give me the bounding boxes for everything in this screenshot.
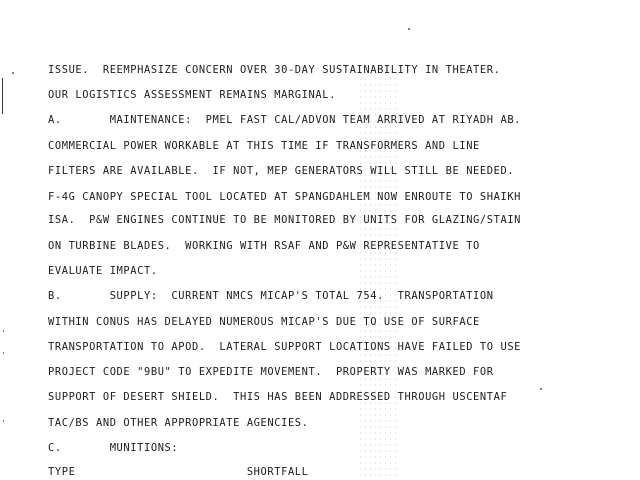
scan-speck [3, 420, 4, 422]
scan-speck [408, 28, 410, 30]
text-line-5: FILTERS ARE AVAILABLE. IF NOT, MEP GENERATORS WILL STILL BE NEEDED. [48, 165, 515, 177]
text-line-7: ISA. P&W ENGINES CONTINUE TO BE MONITORED BY UNITS FOR GLAZING/STAIN [48, 214, 522, 226]
text-line-4: COMMERCIAL POWER WORKABLE AT THIS TIME IF TRANSFORMERS AND LINE [48, 140, 480, 152]
text-line-14: SUPPORT OF DESERT SHIELD. THIS HAS BEEN ADDRESSED THROUGH USCENTAF [48, 391, 508, 403]
text-line-9: EVALUATE IMPACT. [48, 265, 158, 277]
text-line-11: WITHIN CONUS HAS DELAYED NUMEROUS MICAP'S DUE TO USE OF SURFACE [48, 316, 480, 328]
scan-speck [12, 72, 14, 74]
scan-speck [540, 388, 542, 390]
scan-speck [3, 352, 4, 354]
scan-noise [358, 70, 400, 480]
text-line-10: B. SUPPLY: CURRENT NMCS MICAP'S TOTAL 754. TRANSPORTATION [48, 290, 494, 302]
text-line-3: A. MAINTENANCE: PMEL FAST CAL/ADVON TEAM ARRIVED AT RIYADH AB. [48, 114, 522, 126]
scan-speck [3, 330, 4, 332]
text-line-12: TRANSPORTATION TO APOD. LATERAL SUPPORT LOCATIONS HAVE FAILED TO USE [48, 341, 522, 353]
text-line-6: F-4G CANOPY SPECIAL TOOL LOCATED AT SPANGDAHLEM NOW ENROUTE TO SHAIKH [48, 191, 522, 203]
margin-mark [2, 78, 3, 114]
text-line-2: OUR LOGISTICS ASSESSMENT REMAINS MARGINAL. [48, 89, 336, 101]
text-line-8: ON TURBINE BLADES. WORKING WITH RSAF AND P&W REPRESENTATIVE TO [48, 240, 480, 252]
text-line-17: TYPE SHORTFALL [48, 466, 309, 478]
text-line-16: C. MUNITIONS: [48, 442, 179, 454]
text-line-13: PROJECT CODE "9BU" TO EXPEDITE MOVEMENT. PROPERTY WAS MARKED FOR [48, 366, 494, 378]
text-line-15: TAC/BS AND OTHER APPROPRIATE AGENCIES. [48, 417, 309, 429]
text-line-1: ISSUE. REEMPHASIZE CONCERN OVER 30-DAY SUSTAINABILITY IN THEATER. [48, 64, 501, 76]
